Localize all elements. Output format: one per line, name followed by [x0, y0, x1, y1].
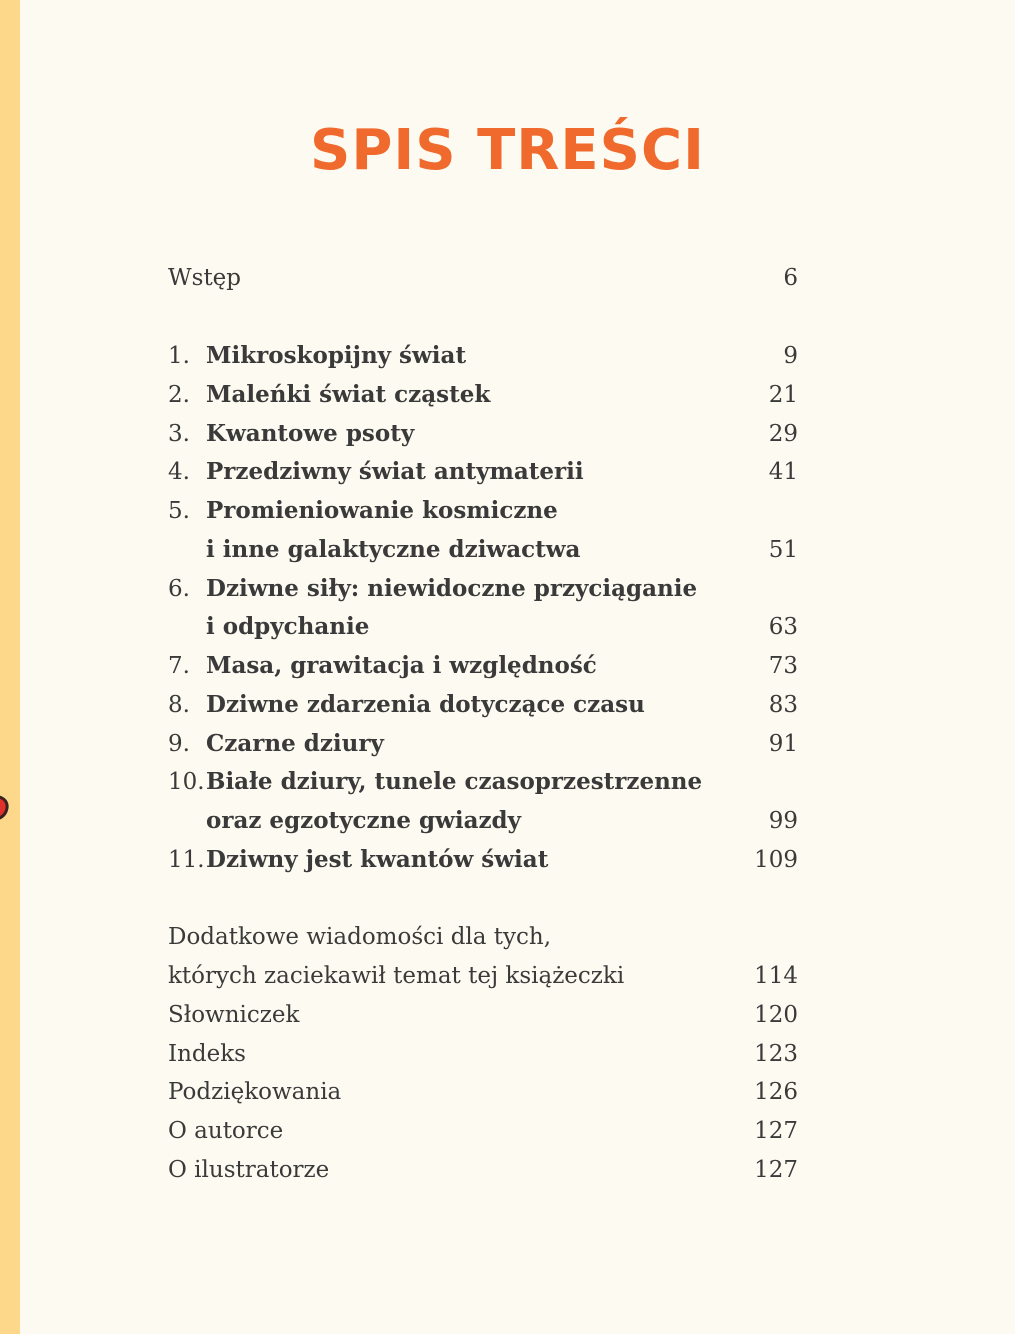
chapter-title: Dziwne siły: niewidoczne przyciąganie [206, 575, 698, 602]
toc-chapter-5-continued [168, 532, 798, 568]
chapter-title: Masa, grawitacja i względność [206, 652, 597, 679]
chapter-page: 73 [768, 653, 798, 679]
chapter-title: Przedziwny świat antymaterii [206, 458, 584, 485]
toc-entry-page: 127 [754, 1118, 798, 1144]
chapter-title: Mikroskopijny świat [206, 342, 467, 369]
chapter-title-continued: oraz egzotyczne gwiazdy [206, 807, 521, 834]
chapter-page: 51 [768, 537, 798, 563]
toc-entry-label: Indeks [168, 1041, 246, 1067]
chapter-page: 21 [768, 382, 798, 408]
chapter-title: Kwantowe psoty [206, 420, 415, 447]
toc-chapter-9 [168, 726, 798, 762]
chapter-title-continued: i odpychanie [206, 613, 370, 640]
toc-extra-additional-info [168, 919, 798, 955]
toc-entry-page: 114 [754, 963, 798, 989]
chapter-number: 7. [168, 653, 190, 679]
chapter-page: 83 [768, 692, 798, 718]
chapter-title-continued: i inne galaktyczne dziwactwa [206, 536, 581, 563]
toc-chapter-4 [168, 454, 798, 490]
chapter-number: 1. [168, 343, 190, 369]
toc-chapter-1 [168, 338, 798, 374]
toc-entry-label: Dodatkowe wiadomości dla tych, [168, 924, 552, 950]
chapter-number: 8. [168, 692, 190, 718]
toc-entry-page: 126 [754, 1079, 798, 1105]
toc-entry-page: 120 [754, 1002, 798, 1028]
toc-extra-additional-info-continued [168, 958, 798, 994]
chapter-page: 99 [768, 808, 798, 834]
toc-chapter-6 [168, 571, 798, 607]
toc-entry-page: 127 [754, 1157, 798, 1183]
toc-extra-acknowledgements [168, 1074, 798, 1110]
chapter-number: 2. [168, 382, 190, 408]
toc-entry-page: 6 [783, 265, 798, 291]
page-title: SPIS TREŚCI [310, 118, 705, 183]
toc-extra-index [168, 1036, 798, 1072]
toc-entry-label: Wstęp [168, 265, 242, 291]
chapter-title: Białe dziury, tunele czasoprzestrzenne [206, 768, 703, 795]
toc-entry-label: Słowniczek [168, 1002, 300, 1028]
toc-chapter-2 [168, 377, 798, 413]
chapter-page: 91 [768, 731, 798, 757]
toc-chapter-8 [168, 687, 798, 723]
toc-entry-intro [168, 260, 798, 296]
chapter-number: 3. [168, 421, 190, 447]
chapter-number: 10. [168, 769, 205, 795]
toc-extra-about-illustrator [168, 1152, 798, 1188]
toc-entry-label: O ilustratorze [168, 1157, 330, 1183]
chapter-title: Maleńki świat cząstek [206, 381, 491, 408]
toc-entry-label-continued: których zaciekawił temat tej książeczki [168, 963, 625, 989]
chapter-title: Dziwny jest kwantów świat [206, 846, 549, 873]
red-shape-fragment [0, 795, 10, 821]
toc-entry-label: O autorce [168, 1118, 284, 1144]
chapter-number: 4. [168, 459, 190, 485]
chapter-page: 41 [768, 459, 798, 485]
toc-chapter-5 [168, 493, 798, 529]
chapter-page: 109 [754, 847, 798, 873]
chapter-number: 6. [168, 576, 190, 602]
chapter-title: Dziwne zdarzenia dotyczące czasu [206, 691, 645, 718]
toc-entry-page: 123 [754, 1041, 798, 1067]
chapter-page: 29 [768, 421, 798, 447]
chapter-title: Promieniowanie kosmiczne [206, 497, 558, 524]
toc-chapter-7 [168, 648, 798, 684]
toc-extra-about-author [168, 1113, 798, 1149]
chapter-number: 9. [168, 731, 190, 757]
toc-chapter-6-continued [168, 609, 798, 645]
toc-chapter-11 [168, 842, 798, 878]
toc-entry-label: Podziękowania [168, 1079, 342, 1105]
side-strip [0, 0, 20, 1334]
chapter-number: 11. [168, 847, 205, 873]
toc-chapter-10 [168, 764, 798, 800]
toc-extra-glossary [168, 997, 798, 1033]
chapter-title: Czarne dziury [206, 730, 384, 757]
chapter-number: 5. [168, 498, 190, 524]
toc-chapter-3 [168, 416, 798, 452]
toc-chapter-10-continued [168, 803, 798, 839]
chapter-page: 9 [783, 343, 798, 369]
chapter-page: 63 [768, 614, 798, 640]
